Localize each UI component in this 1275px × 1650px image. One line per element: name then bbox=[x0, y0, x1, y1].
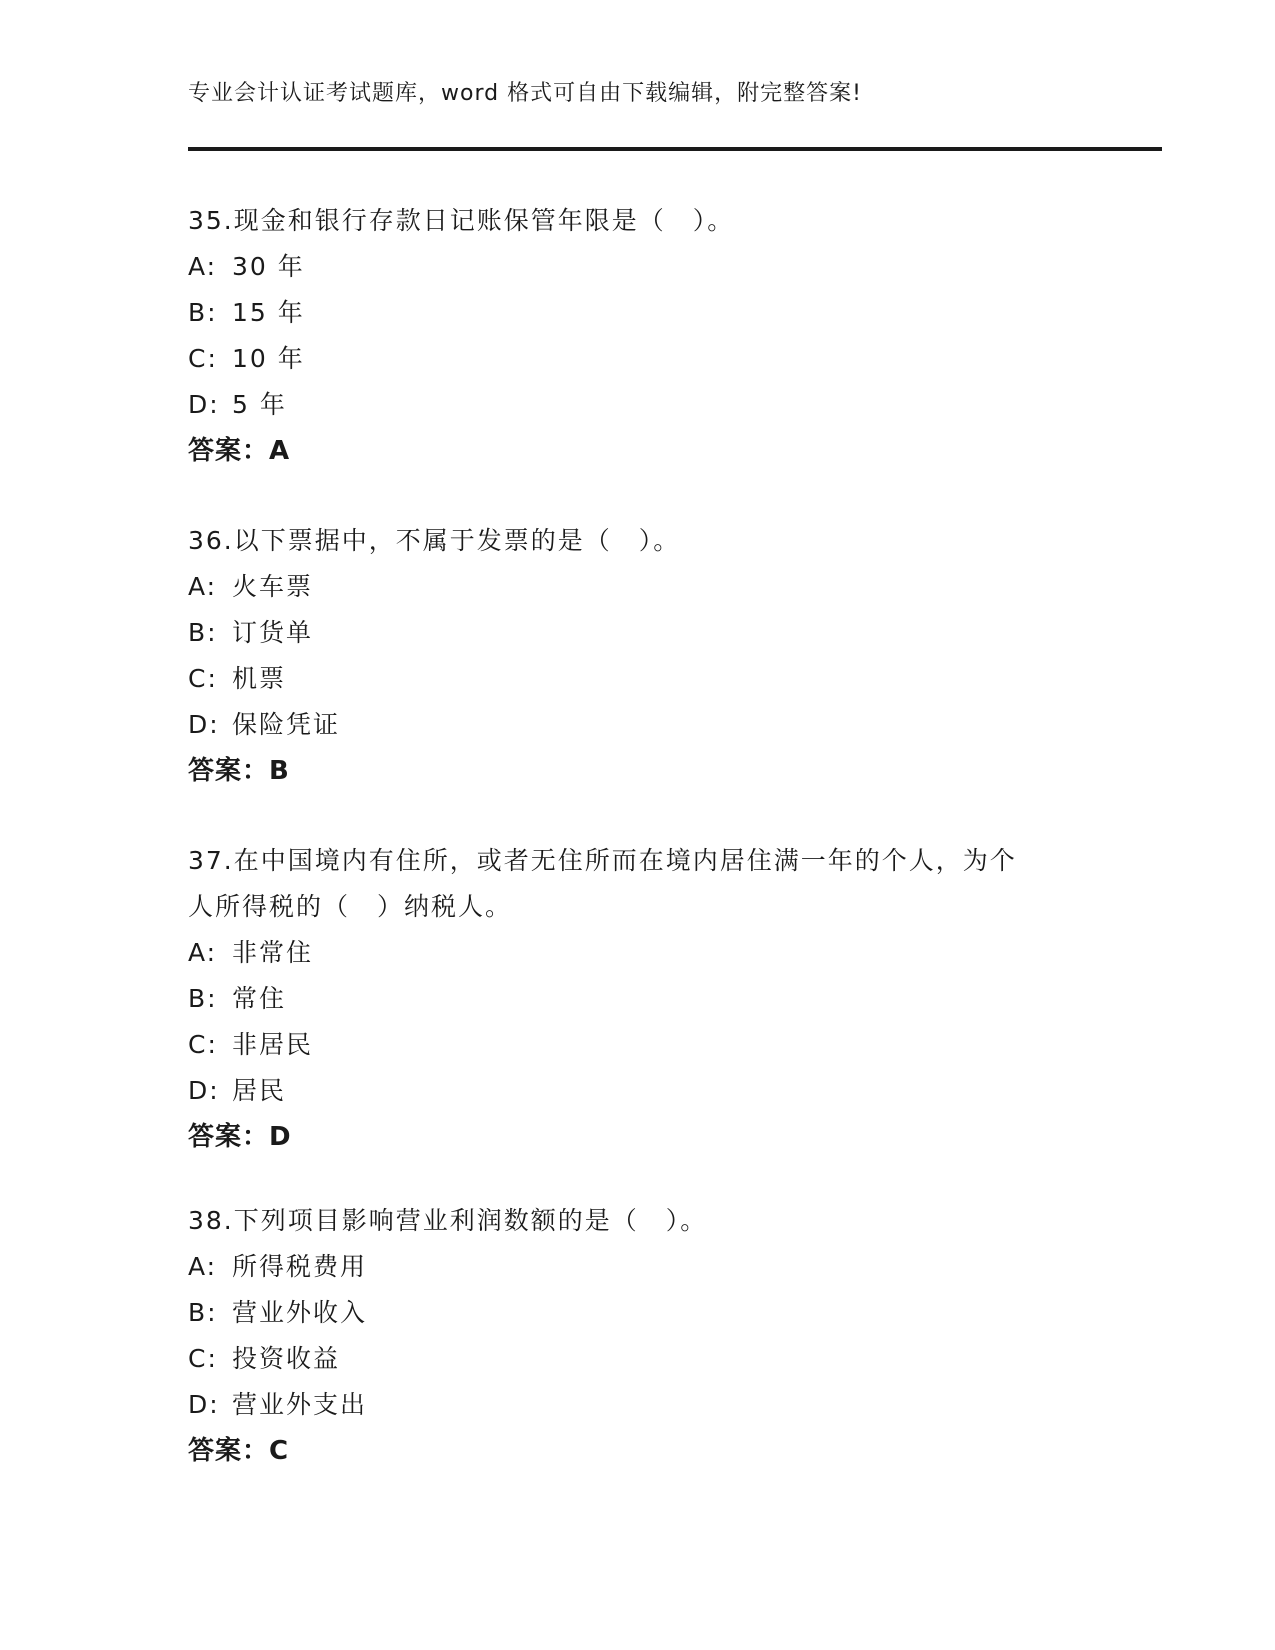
option-text: 所得税费用 bbox=[232, 1252, 368, 1281]
question-stem: 38.下列项目影响营业利润数额的是（ ）。 bbox=[188, 1206, 708, 1235]
option-b bbox=[188, 976, 1088, 1022]
option-c bbox=[188, 1022, 1088, 1068]
option-c bbox=[188, 656, 1088, 702]
answer: 答案：B bbox=[188, 756, 290, 786]
option-b bbox=[188, 610, 1088, 656]
option-letter: A: bbox=[188, 938, 218, 967]
header-divider bbox=[188, 147, 1162, 151]
option-letter: B: bbox=[188, 984, 218, 1013]
option-letter: A: bbox=[188, 572, 218, 601]
option-text: 营业外收入 bbox=[232, 1298, 368, 1327]
option-text: 营业外支出 bbox=[232, 1390, 368, 1419]
option-letter: D: bbox=[188, 390, 220, 419]
question-38 bbox=[188, 1198, 1088, 1474]
question-stem-continued: 人所得税的（ ）纳税人。 bbox=[188, 892, 513, 921]
question-36 bbox=[188, 518, 1088, 794]
option-text: 保险凭证 bbox=[232, 710, 341, 739]
question-35 bbox=[188, 198, 1088, 474]
option-text: 机票 bbox=[232, 664, 287, 693]
option-c bbox=[188, 336, 1088, 382]
option-b bbox=[188, 290, 1088, 336]
question-37 bbox=[188, 838, 1088, 1160]
option-text: 投资收益 bbox=[232, 1344, 341, 1373]
option-d bbox=[188, 382, 1088, 428]
option-letter: C: bbox=[188, 344, 218, 373]
option-letter: A: bbox=[188, 252, 218, 281]
option-text: 订货单 bbox=[232, 618, 314, 647]
option-letter: B: bbox=[188, 1298, 218, 1327]
header-text: 专业会计认证考试题库，word 格式可自由下载编辑，附完整答案! bbox=[188, 81, 862, 106]
option-d bbox=[188, 1382, 1088, 1428]
answer: 答案：D bbox=[188, 1122, 292, 1152]
option-a bbox=[188, 564, 1088, 610]
answer: 答案：C bbox=[188, 1436, 290, 1466]
question-stem: 35.现金和银行存款日记账保管年限是（ ）。 bbox=[188, 206, 735, 235]
option-a bbox=[188, 930, 1088, 976]
option-text: 居民 bbox=[232, 1076, 287, 1105]
option-d bbox=[188, 1068, 1088, 1114]
question-stem: 37.在中国境内有住所，或者无住所而在境内居住满一年的个人，为个 bbox=[188, 846, 1017, 875]
option-letter: B: bbox=[188, 298, 218, 327]
option-letter: D: bbox=[188, 710, 220, 739]
option-text: 5 年 bbox=[232, 390, 287, 419]
option-text: 非居民 bbox=[232, 1030, 314, 1059]
option-b bbox=[188, 1290, 1088, 1336]
option-letter: D: bbox=[188, 1076, 220, 1105]
option-a bbox=[188, 1244, 1088, 1290]
question-stem: 36.以下票据中，不属于发票的是（ ）。 bbox=[188, 526, 681, 555]
option-a bbox=[188, 244, 1088, 290]
option-text: 常住 bbox=[232, 984, 287, 1013]
option-letter: C: bbox=[188, 664, 218, 693]
option-text: 30 年 bbox=[232, 252, 305, 281]
option-letter: C: bbox=[188, 1030, 218, 1059]
option-c bbox=[188, 1336, 1088, 1382]
option-letter: A: bbox=[188, 1252, 218, 1281]
option-text: 10 年 bbox=[232, 344, 305, 373]
option-letter: D: bbox=[188, 1390, 220, 1419]
option-letter: C: bbox=[188, 1344, 218, 1373]
option-letter: B: bbox=[188, 618, 218, 647]
option-d bbox=[188, 702, 1088, 748]
option-text: 非常住 bbox=[232, 938, 314, 967]
answer: 答案：A bbox=[188, 436, 291, 466]
option-text: 15 年 bbox=[232, 298, 305, 327]
option-text: 火车票 bbox=[232, 572, 314, 601]
